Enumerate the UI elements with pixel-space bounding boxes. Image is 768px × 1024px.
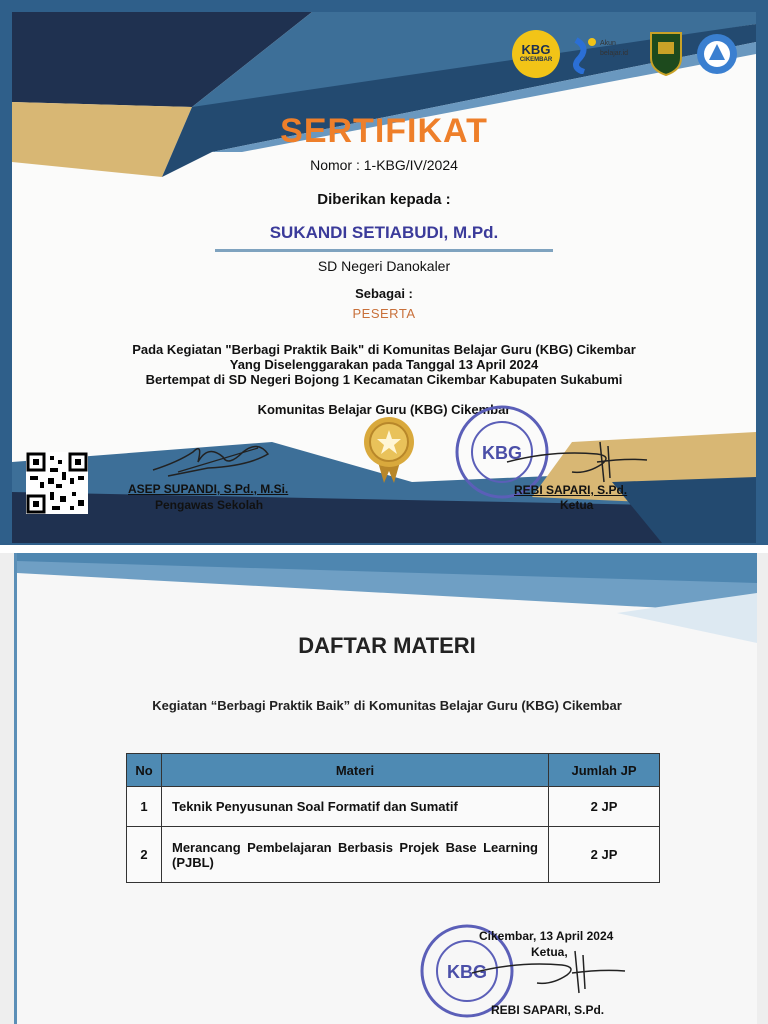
materials-table bbox=[126, 753, 660, 883]
row-materi: Teknik Penyusunan Soal Formatif dan Sumatif bbox=[162, 787, 549, 827]
akun-belajar-text-2: belajar.id bbox=[600, 50, 629, 57]
given-to-label: Diberikan kepada : bbox=[317, 191, 451, 208]
materials-signer-title: Ketua, bbox=[531, 945, 568, 959]
right-signature-icon bbox=[502, 432, 652, 487]
materials-signer-name: REBI SAPARI, S.Pd. bbox=[491, 1003, 605, 1017]
certificate-number: Nomor : 1-KBG/IV/2024 bbox=[310, 157, 458, 173]
header-jumlah-jp: Jumlah JP bbox=[549, 754, 660, 787]
certificate-title: SERTIFIKAT bbox=[280, 112, 488, 150]
materials-subtitle: Kegiatan “Berbagi Praktik Baik” di Komunitas Belajar Guru (KBG) Cikembar bbox=[152, 698, 622, 713]
qr-code-icon bbox=[26, 452, 88, 514]
table-header-row bbox=[127, 754, 660, 787]
header-no: No bbox=[127, 754, 162, 787]
right-signer-name: REBI SAPARI, S.Pd. bbox=[514, 483, 628, 497]
recipient-name: SUKANDI SETIABUDI, M.Pd. bbox=[269, 223, 499, 242]
event-line-3: Bertempat di SD Negeri Bojong 1 Kecamatan Cikembar Kabupaten Sukabumi bbox=[145, 372, 623, 387]
kbg-logo bbox=[512, 30, 560, 78]
recipient-role: PESERTA bbox=[352, 306, 416, 321]
recipient-school: SD Negeri Danokaler bbox=[317, 258, 451, 274]
left-signature-icon bbox=[148, 432, 278, 482]
event-line-2: Yang Diselenggarakan pada Tanggal 13 April 2024 bbox=[229, 357, 539, 372]
kbg-logo-text: KBG bbox=[521, 42, 551, 57]
tut-wuri-handayani-icon bbox=[695, 32, 739, 76]
row-no: 1 bbox=[127, 787, 162, 827]
table-row bbox=[127, 827, 660, 883]
stamp-label: KBG bbox=[482, 443, 522, 463]
header-materi: Materi bbox=[162, 754, 549, 787]
akun-belajar-logo bbox=[568, 34, 638, 74]
organizer-name: Komunitas Belajar Guru (KBG) Cikembar bbox=[257, 402, 511, 417]
materials-title: DAFTAR MATERI bbox=[298, 633, 476, 658]
row-materi: Merancang Pembelajaran Berbasis Projek Base Learning (PJBL) bbox=[162, 827, 549, 883]
name-underline bbox=[215, 249, 553, 252]
place-date: Cikembar, 13 April 2024 bbox=[479, 929, 614, 943]
table-row bbox=[127, 787, 660, 827]
materials-page bbox=[0, 553, 768, 1024]
gold-seal-icon bbox=[362, 415, 416, 485]
event-line-1: Pada Kegiatan "Berbagi Praktik Baik" di Komunitas Belajar Guru (KBG) Cikembar bbox=[132, 342, 636, 357]
row-jp: 2 JP bbox=[549, 787, 660, 827]
materials-stamp-label: KBG bbox=[447, 962, 487, 982]
kbg-logo-subtext: CIKEMBAR bbox=[519, 57, 553, 63]
regency-emblem-icon bbox=[648, 30, 684, 76]
akun-belajar-icon bbox=[568, 34, 598, 74]
row-jp: 2 JP bbox=[549, 827, 660, 883]
akun-belajar-text-1: Akun bbox=[600, 40, 616, 47]
left-signer-title: Pengawas Sekolah bbox=[155, 498, 264, 512]
as-label: Sebagai : bbox=[355, 286, 413, 301]
event-description bbox=[12, 342, 756, 387]
left-signer-name: ASEP SUPANDI, S.Pd., M.Si. bbox=[128, 482, 289, 496]
row-no: 2 bbox=[127, 827, 162, 883]
certificate-sheet bbox=[12, 12, 756, 543]
materials-sheet bbox=[14, 553, 757, 1024]
right-signer-title: Ketua bbox=[560, 498, 594, 512]
